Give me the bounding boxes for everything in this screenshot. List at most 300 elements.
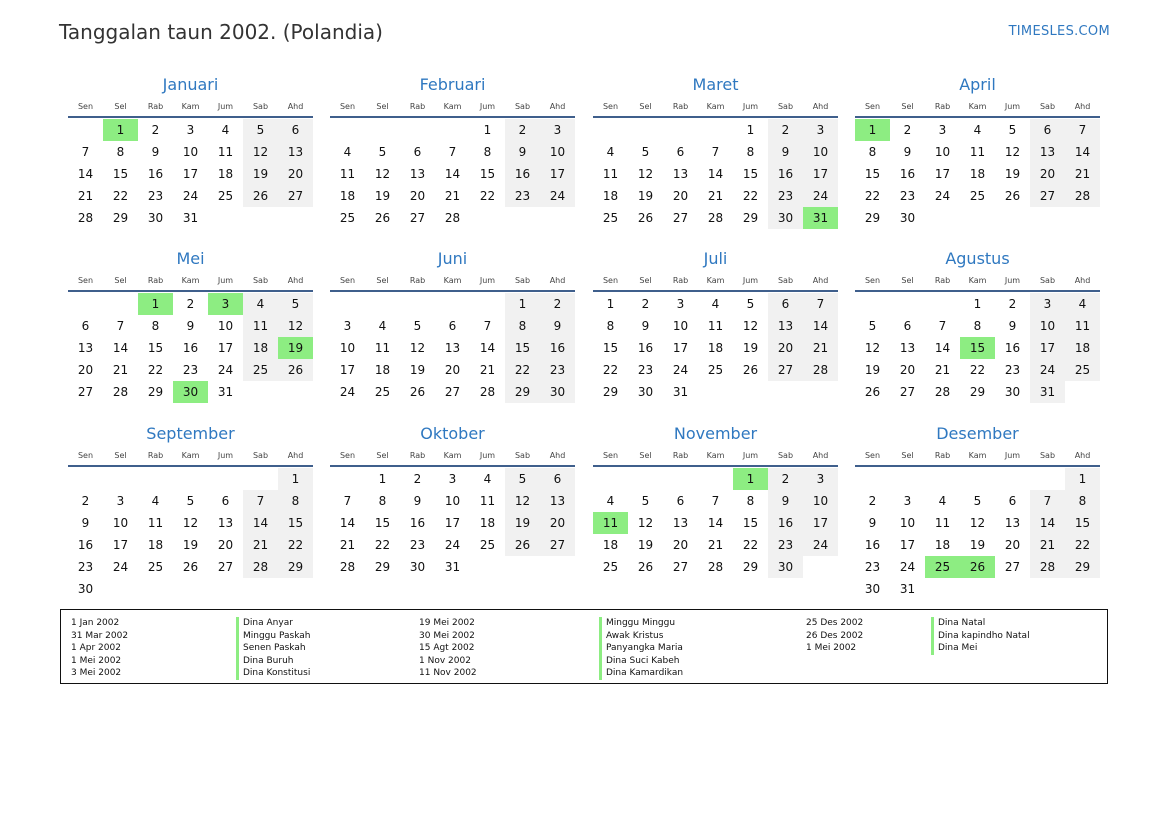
day-cell: 11 [934,516,951,530]
day-cell: 6 [1030,119,1065,141]
day-cell: 15 [112,167,129,181]
day-cell: 22 [969,363,986,377]
day-cell: 19 [742,341,759,355]
holiday-date: 3 Mei 2002 [71,668,122,678]
empty-cell [103,293,138,315]
weekday-label: Kam [443,102,462,111]
day-cell: 28 [339,560,356,574]
day-cell: 16 [768,163,803,185]
header-divider [855,465,1100,467]
day-grid [593,293,838,403]
weekday-label: Rab [934,451,951,460]
weekday-label: Kam [968,451,987,460]
day-cell: 5 [746,297,755,311]
day-cell: 6 [768,293,803,315]
day-cell: 15 [147,341,164,355]
weekday-label: Sel [376,276,389,285]
day-cell: 25 [1065,359,1100,381]
month-5 [68,248,313,403]
weekday-label: Sel [114,276,127,285]
day-cell: 21 [444,189,461,203]
weekday-label: Sen [339,451,356,460]
day-cell: 24 [803,534,838,556]
holiday-name: Dina Buruh [236,655,310,668]
day-grid [855,468,1100,600]
day-cell: 2 [151,123,160,137]
day-cell: 29 [742,560,759,574]
day-cell: 1 [1065,468,1100,490]
day-cell: 15 [278,512,313,534]
weekday-header [855,100,1100,114]
day-cell: 20 [540,512,575,534]
day-cell: 31 [1030,381,1065,403]
day-cell: 23 [1004,363,1021,377]
month-name: September [146,424,235,443]
day-cell: 12 [374,167,391,181]
day-cell: 16 [182,341,199,355]
empty-cell [208,468,243,490]
empty-cell [68,468,103,490]
day-cell: 23 [768,534,803,556]
weekday-label: Sel [376,451,389,460]
day-cell: 9 [540,315,575,337]
day-cell: 5 [641,145,650,159]
day-cell: 24 [672,363,689,377]
day-cell: 14 [77,167,94,181]
day-cell: 16 [899,167,916,181]
weekday-label: Ahd [812,102,829,111]
day-cell: 19 [243,163,278,185]
weekday-label: Sab [252,451,269,460]
day-cell: 25 [243,359,278,381]
day-cell: 12 [864,341,881,355]
empty-cell [925,468,960,490]
day-cell: 6 [81,319,90,333]
legend-dates-col-2 [419,617,477,680]
day-cell: 8 [868,145,877,159]
day-cell: 5 [973,494,982,508]
header-divider [855,116,1100,118]
day-cell: 17 [112,538,129,552]
day-cell: 4 [973,123,982,137]
weekday-label: Kam [706,102,725,111]
day-cell: 10 [934,145,951,159]
day-cell: 9 [768,141,803,163]
day-cell: 19 [505,512,540,534]
day-cell: 15 [1065,512,1100,534]
day-cell: 7 [483,319,492,333]
day-cell: 26 [637,211,654,225]
day-cell: 17 [182,167,199,181]
day-cell: 29 [278,556,313,578]
weekday-label: Sab [1039,102,1056,111]
day-cell: 26 [505,534,540,556]
day-cell: 29 [969,385,986,399]
day-cell: 8 [1065,490,1100,512]
weekday-header [330,449,575,463]
day-cell: 16 [637,341,654,355]
weekday-label: Rab [147,102,164,111]
day-cell: 27 [77,385,94,399]
day-cell: 13 [278,141,313,163]
weekday-label: Sen [602,276,619,285]
weekday-header [593,274,838,288]
holiday-name: Dina Suci Kabeh [599,655,683,668]
day-cell: 30 [768,556,803,578]
day-cell: 23 [768,185,803,207]
weekday-label: Sab [252,276,269,285]
month-name: April [959,75,996,94]
day-cell: 30 [147,211,164,225]
holiday-day-cell: 1 [138,293,173,315]
holiday-date: 30 Mei 2002 [419,630,475,641]
day-cell: 22 [374,538,391,552]
day-cell: 21 [707,189,724,203]
holiday-date: 19 Mei 2002 [419,618,475,628]
month-8 [855,248,1100,403]
day-cell: 14 [1065,141,1100,163]
holiday-day-cell: 30 [173,381,208,403]
day-cell: 23 [77,560,94,574]
day-cell: 26 [864,385,881,399]
weekday-label: Ahd [812,276,829,285]
day-cell: 24 [934,189,951,203]
day-cell: 13 [672,516,689,530]
day-cell: 13 [899,341,916,355]
day-cell: 20 [899,363,916,377]
day-grid [68,119,313,229]
day-cell: 23 [182,363,199,377]
day-cell: 7 [448,145,457,159]
header-divider [855,290,1100,292]
weekday-label: Sel [114,451,127,460]
weekday-label: Ahd [812,451,829,460]
empty-cell [330,119,365,141]
day-cell: 28 [1030,556,1065,578]
holiday-date: 11 Nov 2002 [419,668,477,678]
day-cell: 18 [479,516,496,530]
empty-cell [365,119,400,141]
weekday-label: Jum [1004,451,1021,460]
day-cell: 30 [864,582,881,596]
day-cell: 18 [934,538,951,552]
day-cell: 21 [112,363,129,377]
day-cell: 18 [374,363,391,377]
holiday-date: 1 Apr 2002 [71,643,121,653]
day-cell: 1 [746,123,755,137]
weekday-label: Sab [777,102,794,111]
day-cell: 7 [243,490,278,512]
day-cell: 23 [147,189,164,203]
holiday-name: Dina Konstitusi [236,667,310,680]
day-cell: 6 [413,145,422,159]
day-cell: 3 [540,119,575,141]
empty-cell [663,119,698,141]
day-cell: 10 [672,319,689,333]
day-grid [68,468,313,600]
empty-cell [628,468,663,490]
day-cell: 28 [479,385,496,399]
day-cell: 16 [505,163,540,185]
holiday-date: 1 Nov 2002 [419,655,471,666]
day-cell: 12 [637,167,654,181]
day-cell: 1 [483,123,492,137]
empty-cell [330,468,365,490]
month-name: Juli [703,249,728,268]
holiday-day-cell: 1 [733,468,768,490]
brand-link[interactable]: TIMESLES.COM [1008,24,1110,39]
holiday-date: 15 Agt 2002 [419,643,475,653]
month-10 [330,423,575,578]
weekday-label: Ahd [549,102,566,111]
day-cell: 25 [969,189,986,203]
day-cell: 6 [448,319,457,333]
day-cell: 10 [217,319,234,333]
weekday-header [855,449,1100,463]
day-cell: 31 [672,385,689,399]
day-cell: 2 [768,119,803,141]
holiday-date: 26 Des 2002 [806,630,864,641]
day-grid [855,293,1100,403]
day-cell: 9 [413,494,422,508]
day-cell: 23 [409,538,426,552]
weekday-label: Rab [409,276,426,285]
day-cell: 14 [112,341,129,355]
empty-cell [628,119,663,141]
day-cell: 8 [483,145,492,159]
weekday-label: Ahd [1074,276,1091,285]
weekday-label: Sen [602,102,619,111]
day-cell: 3 [343,319,352,333]
day-cell: 22 [479,189,496,203]
day-cell: 14 [479,341,496,355]
empty-cell [855,468,890,490]
month-3 [593,74,838,229]
weekday-label: Jum [479,276,496,285]
day-cell: 10 [112,516,129,530]
weekday-label: Sen [77,102,94,111]
day-cell: 2 [540,293,575,315]
day-cell: 11 [479,494,496,508]
day-cell: 19 [182,538,199,552]
day-cell: 17 [672,341,689,355]
weekday-label: Jum [742,276,759,285]
day-cell: 27 [409,211,426,225]
day-cell: 3 [803,119,838,141]
holiday-name: Dina Anyar [236,617,310,630]
day-cell: 1 [973,297,982,311]
day-cell: 29 [1065,556,1100,578]
day-cell: 5 [413,319,422,333]
day-cell: 23 [637,363,654,377]
day-cell: 2 [81,494,90,508]
day-cell: 8 [746,145,755,159]
day-cell: 29 [147,385,164,399]
day-cell: 11 [339,167,356,181]
legend-dates-col-3 [806,617,863,655]
day-cell: 4 [221,123,230,137]
holiday-name: Minggu Paskah [236,630,310,643]
day-cell: 17 [803,512,838,534]
day-cell: 5 [278,293,313,315]
day-cell: 29 [742,211,759,225]
day-cell: 4 [151,494,160,508]
day-cell: 9 [186,319,195,333]
weekday-label: Kam [181,276,200,285]
weekday-label: Sen [864,102,881,111]
day-cell: 5 [243,119,278,141]
day-cell: 7 [711,494,720,508]
day-cell: 25 [217,189,234,203]
day-cell: 3 [676,297,685,311]
weekday-label: Rab [672,276,689,285]
day-cell: 3 [186,123,195,137]
day-cell: 2 [768,468,803,490]
day-cell: 21 [707,538,724,552]
day-cell: 24 [899,560,916,574]
empty-cell [593,119,628,141]
day-cell: 18 [243,337,278,359]
day-cell: 18 [602,189,619,203]
day-cell: 30 [637,385,654,399]
day-cell: 30 [540,381,575,403]
day-cell: 13 [409,167,426,181]
weekday-label: Jum [217,276,234,285]
month-name: Juni [437,249,468,268]
day-cell: 29 [112,211,129,225]
header-divider [330,465,575,467]
empty-cell [435,293,470,315]
day-cell: 16 [1004,341,1021,355]
holiday-date: 25 Des 2002 [806,618,864,628]
weekday-label: Sel [639,451,652,460]
day-cell: 20 [672,538,689,552]
day-cell: 10 [803,490,838,512]
day-cell: 11 [374,341,391,355]
day-cell: 1 [505,293,540,315]
weekday-label: Sab [1039,276,1056,285]
day-cell: 13 [672,167,689,181]
day-cell: 30 [409,560,426,574]
day-cell: 23 [899,189,916,203]
weekday-label: Jum [217,451,234,460]
day-cell: 18 [969,167,986,181]
day-cell: 3 [116,494,125,508]
day-cell: 20 [1030,163,1065,185]
day-cell: 6 [1008,494,1017,508]
weekday-label: Sen [864,451,881,460]
day-cell: 5 [505,468,540,490]
day-cell: 26 [374,211,391,225]
day-cell: 10 [540,141,575,163]
day-cell: 4 [606,494,615,508]
day-cell: 9 [868,516,877,530]
holiday-legend [60,609,1108,684]
month-1 [68,74,313,229]
weekday-label: Sab [514,451,531,460]
empty-cell [400,119,435,141]
day-cell: 17 [899,538,916,552]
day-cell: 17 [540,163,575,185]
empty-cell [698,468,733,490]
day-cell: 30 [77,582,94,596]
day-cell: 27 [899,385,916,399]
day-cell: 19 [409,363,426,377]
day-cell: 21 [339,538,356,552]
day-cell: 16 [768,512,803,534]
weekday-label: Sel [901,102,914,111]
day-cell: 17 [339,363,356,377]
day-cell: 26 [742,363,759,377]
day-cell: 2 [868,494,877,508]
empty-cell [138,468,173,490]
month-name: Januari [162,75,219,94]
day-cell: 4 [343,145,352,159]
day-cell: 4 [606,145,615,159]
empty-cell [890,293,925,315]
day-cell: 22 [147,363,164,377]
holiday-name: Senen Paskah [236,642,310,655]
day-cell: 4 [1065,293,1100,315]
month-9 [68,423,313,600]
weekday-label: Rab [672,102,689,111]
weekday-header [855,274,1100,288]
day-cell: 1 [606,297,615,311]
weekday-label: Kam [443,276,462,285]
weekday-label: Jum [1004,276,1021,285]
day-cell: 22 [1065,534,1100,556]
header-divider [593,465,838,467]
legend-names-col-1 [236,617,310,680]
weekday-label: Rab [672,451,689,460]
empty-cell [103,468,138,490]
day-cell: 8 [378,494,387,508]
day-cell: 6 [540,468,575,490]
month-name: Februari [419,75,486,94]
holiday-day-cell: 19 [278,337,313,359]
weekday-label: Rab [147,276,164,285]
day-cell: 27 [217,560,234,574]
day-cell: 25 [602,211,619,225]
day-cell: 26 [1004,189,1021,203]
day-cell: 14 [444,167,461,181]
day-cell: 14 [707,167,724,181]
weekday-label: Sab [777,451,794,460]
day-cell: 14 [803,315,838,337]
day-cell: 15 [864,167,881,181]
day-cell: 27 [540,534,575,556]
day-cell: 5 [641,494,650,508]
month-2 [330,74,575,229]
day-cell: 5 [186,494,195,508]
day-cell: 7 [81,145,90,159]
day-cell: 9 [903,145,912,159]
holiday-name: Dina Natal [931,617,1030,630]
day-cell: 22 [505,359,540,381]
holiday-date: 31 Mar 2002 [71,630,129,641]
empty-cell [855,293,890,315]
day-cell: 13 [444,341,461,355]
day-cell: 2 [413,472,422,486]
day-cell: 7 [1030,490,1065,512]
weekday-header [68,274,313,288]
day-cell: 27 [1030,185,1065,207]
day-cell: 27 [444,385,461,399]
day-grid [593,468,838,578]
day-grid [68,293,313,403]
weekday-label: Kam [706,451,725,460]
day-cell: 23 [505,185,540,207]
